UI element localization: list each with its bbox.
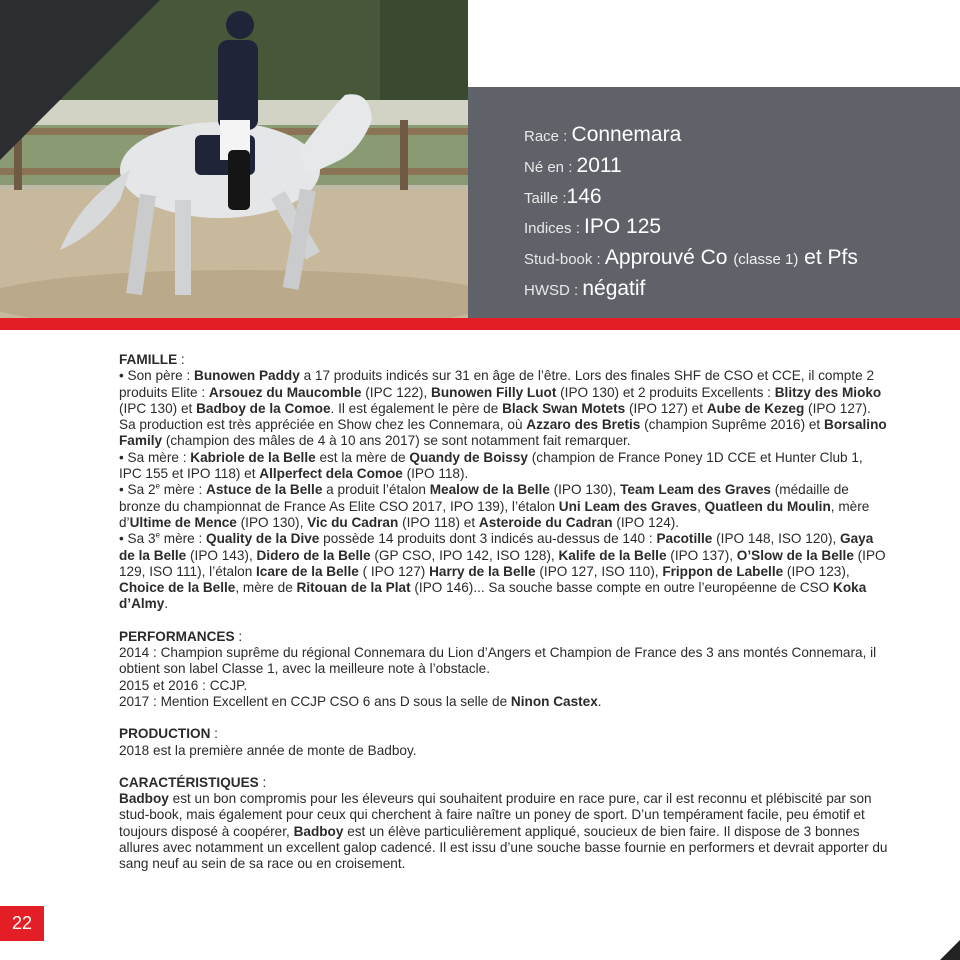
height-row [524, 185, 602, 209]
text: (champion Suprême 2016) et [640, 417, 824, 433]
page-fold-decoration [940, 940, 960, 960]
superscript: e [155, 530, 160, 540]
horse-name: Borsalino Family [119, 417, 887, 449]
studbook-classe: (classe 1) [733, 251, 799, 268]
text: . [597, 693, 602, 709]
horse-name: Badboy de la Comoe [196, 400, 331, 416]
studbook-value: Approuvé Co [604, 246, 734, 269]
text: • Sa 2 [119, 482, 156, 498]
text: (IPO 124). [612, 514, 680, 530]
production-line: 2018 est la première année de monte de Badboy. [119, 742, 417, 758]
text: ( IPO 127) [358, 563, 430, 579]
text: (IPO 148, ISO 120), [712, 531, 841, 547]
studbook-label: Stud-book : [524, 251, 605, 268]
text: • Son père : [119, 368, 195, 384]
corner-triangle-decoration [0, 0, 160, 160]
indices-value: IPO 125 [584, 215, 662, 238]
horse-name: Uni Leam des Graves [558, 498, 698, 514]
hwsd-label: HWSD : [524, 282, 583, 299]
horse-name: Blitzy des Mioko [774, 384, 882, 400]
text: a 17 produits indicés sur 31 en âge de l’être. Lors des finales SHF de CSO et CCE, il compte 2 produits Elite : [119, 368, 875, 400]
caracteristiques-paragraph [119, 791, 889, 872]
horse-name: Ritouan de la Plat [296, 580, 411, 596]
horse-name: Azzaro des Bretis [526, 417, 641, 433]
text: , mère de [235, 580, 297, 596]
colon: : [258, 774, 267, 790]
horse-name: Icare de la Belle [256, 563, 359, 579]
horse-name: Arsouez du Maucomble [208, 384, 362, 400]
race-value: Connemara [571, 123, 682, 146]
horse-name: Badboy [119, 791, 169, 807]
horse-photo [0, 0, 468, 318]
text: est la mère de [315, 449, 410, 465]
text: . Il est également le père de [330, 400, 503, 416]
text: (IPO 143), [186, 547, 257, 563]
horse-name: Black Swan Motets [502, 400, 626, 416]
famille-mere3-paragraph [119, 531, 889, 612]
caracteristiques-title: CARACTÉRISTIQUES [119, 774, 259, 790]
horse-name: Vic du Cadran [307, 514, 399, 530]
horse-name: Quandy de Boissy [409, 449, 528, 465]
horse-name: Asteroide du Cadran [478, 514, 613, 530]
famille-title: FAMILLE [119, 352, 178, 367]
text: , [697, 498, 705, 514]
height-value: 146 [566, 185, 602, 208]
birth-year-row [524, 154, 622, 178]
text: (IPO 130) et 2 produits Excellents : [556, 384, 775, 400]
text: mère : [159, 482, 207, 498]
text: (IPC 130) et [119, 400, 197, 416]
text: (IPO 127, ISO 110), [535, 563, 663, 579]
rider-name: Ninon Castex [510, 693, 598, 709]
text: est un élève particulièrement appliqué, soucieux de bien faire. Il dispose de 3 bonnes allures avec notamment un excellent galop cadencé. Il est issu d’une souche basse fournie en performers et devrait apporter du sang neuf au sein de sa race ou en croisement. [119, 823, 888, 872]
birth-value: 2011 [576, 154, 622, 177]
horse-name: Pacotille [656, 531, 713, 547]
text: (IPO 130), [236, 514, 308, 530]
text: 2017 : Mention Excellent en CCJP CSO 6 ans D sous la selle de [119, 693, 511, 709]
text: (IPO 130), [549, 482, 621, 498]
horse-name: Team Leam des Graves [620, 482, 771, 498]
studbook-row [524, 246, 858, 270]
horse-name: Harry de la Belle [429, 563, 536, 579]
performances-heading [119, 629, 889, 645]
page-number: 22 [0, 906, 44, 941]
height-label: Taille : [524, 190, 567, 207]
horse-name: Mealow de la Belle [429, 482, 550, 498]
horse-name: Badboy [293, 823, 344, 839]
race-label: Race : [524, 128, 572, 145]
text: (IPO 137), [666, 547, 737, 563]
text: a produit l’étalon [322, 482, 430, 498]
text: est un bon compromis pour les éleveurs qui souhaitent produire en race pure, car il est reconnu et plébiscité par son stud-book, mais également pour ceux qui cherchent à faire naître un poney de sport. D’un tempérament facile, peu émotif et toujours disposé à coopérer, [119, 791, 872, 839]
production-title: PRODUCTION [119, 726, 211, 742]
studbook-value-2: et Pfs [798, 246, 858, 269]
text: • Sa 3 [119, 531, 156, 547]
text: (médaille de bronze du championnat de France As Elite CSO 2017, IPO 139), l’étalon [119, 482, 849, 514]
horse-name: Quatleen du Moulin [704, 498, 831, 514]
horse-name: Allperfect dela Comoe [259, 466, 403, 482]
colon: : [234, 628, 243, 644]
text: , mère d’ [119, 498, 870, 530]
horse-name: Didero de la Belle [256, 547, 371, 563]
text: (champion de France Poney 1D CCE et Hunter Club 1, IPC 155 et IPO 118) et [119, 449, 863, 482]
performance-line [119, 694, 889, 710]
colon: : [210, 726, 218, 742]
hwsd-row [524, 277, 645, 301]
horse-name: Bunowen Paddy [194, 368, 300, 384]
text: possède 14 produits dont 3 indicés au-dessus de 140 : [319, 531, 657, 547]
text: . [164, 596, 169, 612]
horse-name: Aube de Kezeg [706, 400, 805, 416]
text: (IPO 127) et [625, 400, 707, 416]
horse-name: Quality de la Dive [206, 531, 320, 547]
text: (champion des mâles de 4 à 10 ans 2017) se sont notamment fait remarquer. [162, 433, 631, 449]
text: (IPO 118) et [398, 514, 479, 530]
famille-mere2-paragraph [119, 482, 889, 531]
indices-label: Indices : [524, 220, 585, 237]
horse-name: O’Slow de la Belle [736, 547, 854, 563]
superscript: e [155, 481, 160, 491]
horse-name: Frippon de Labelle [662, 563, 784, 579]
caracteristiques-heading [119, 775, 889, 791]
text: (IPO 127). Sa production est très appréciée en Show chez les Connemara, où [119, 400, 871, 433]
text: (IPO 118). [402, 466, 469, 482]
text: mère : [159, 531, 207, 547]
text: (IPO 146)... Sa souche basse compte en outre l’européenne de CSO [410, 580, 834, 596]
text: • Sa mère : [119, 449, 191, 465]
horse-name: Astuce de la Belle [206, 482, 323, 498]
hwsd-value: négatif [582, 277, 646, 300]
horse-name: Koka d’Almy [119, 580, 867, 612]
text: (GP CSO, IPO 142, ISO 128), [370, 547, 559, 563]
colon: : [177, 352, 185, 367]
performance-line: 2015 et 2016 : CCJP. [119, 677, 248, 693]
race-row [524, 123, 681, 147]
red-divider-bar [0, 318, 960, 330]
performance-line: 2014 : Champion suprême du régional Connemara du Lion d’Angers et Champion de France des 3 ans montés Connemara, il obtient son label Classe 1, avec la meilleure note à l’obstacle. [119, 645, 877, 677]
performances-title: PERFORMANCES [119, 628, 235, 644]
text: (IPC 122), [361, 384, 432, 400]
text: (IPO 123), [783, 563, 850, 579]
indices-row [524, 215, 661, 239]
text: (IPO 129, ISO 111), l’étalon [119, 547, 886, 579]
production-heading [119, 726, 889, 742]
main-text [119, 352, 889, 873]
horse-name: Ultime de Mence [129, 514, 237, 530]
famille-mere-paragraph [119, 450, 889, 483]
horse-name: Kabriole de la Belle [190, 449, 316, 465]
birth-label: Né en : [524, 159, 577, 176]
famille-pere-paragraph [119, 368, 889, 449]
famille-heading [119, 352, 889, 368]
horse-name: Gaya de la Belle [119, 531, 874, 563]
horse-name: Bunowen Filly Luot [431, 384, 557, 400]
horse-info-panel [468, 87, 960, 318]
horse-name: Kalife de la Belle [558, 547, 667, 563]
horse-name: Choice de la Belle [119, 580, 236, 596]
